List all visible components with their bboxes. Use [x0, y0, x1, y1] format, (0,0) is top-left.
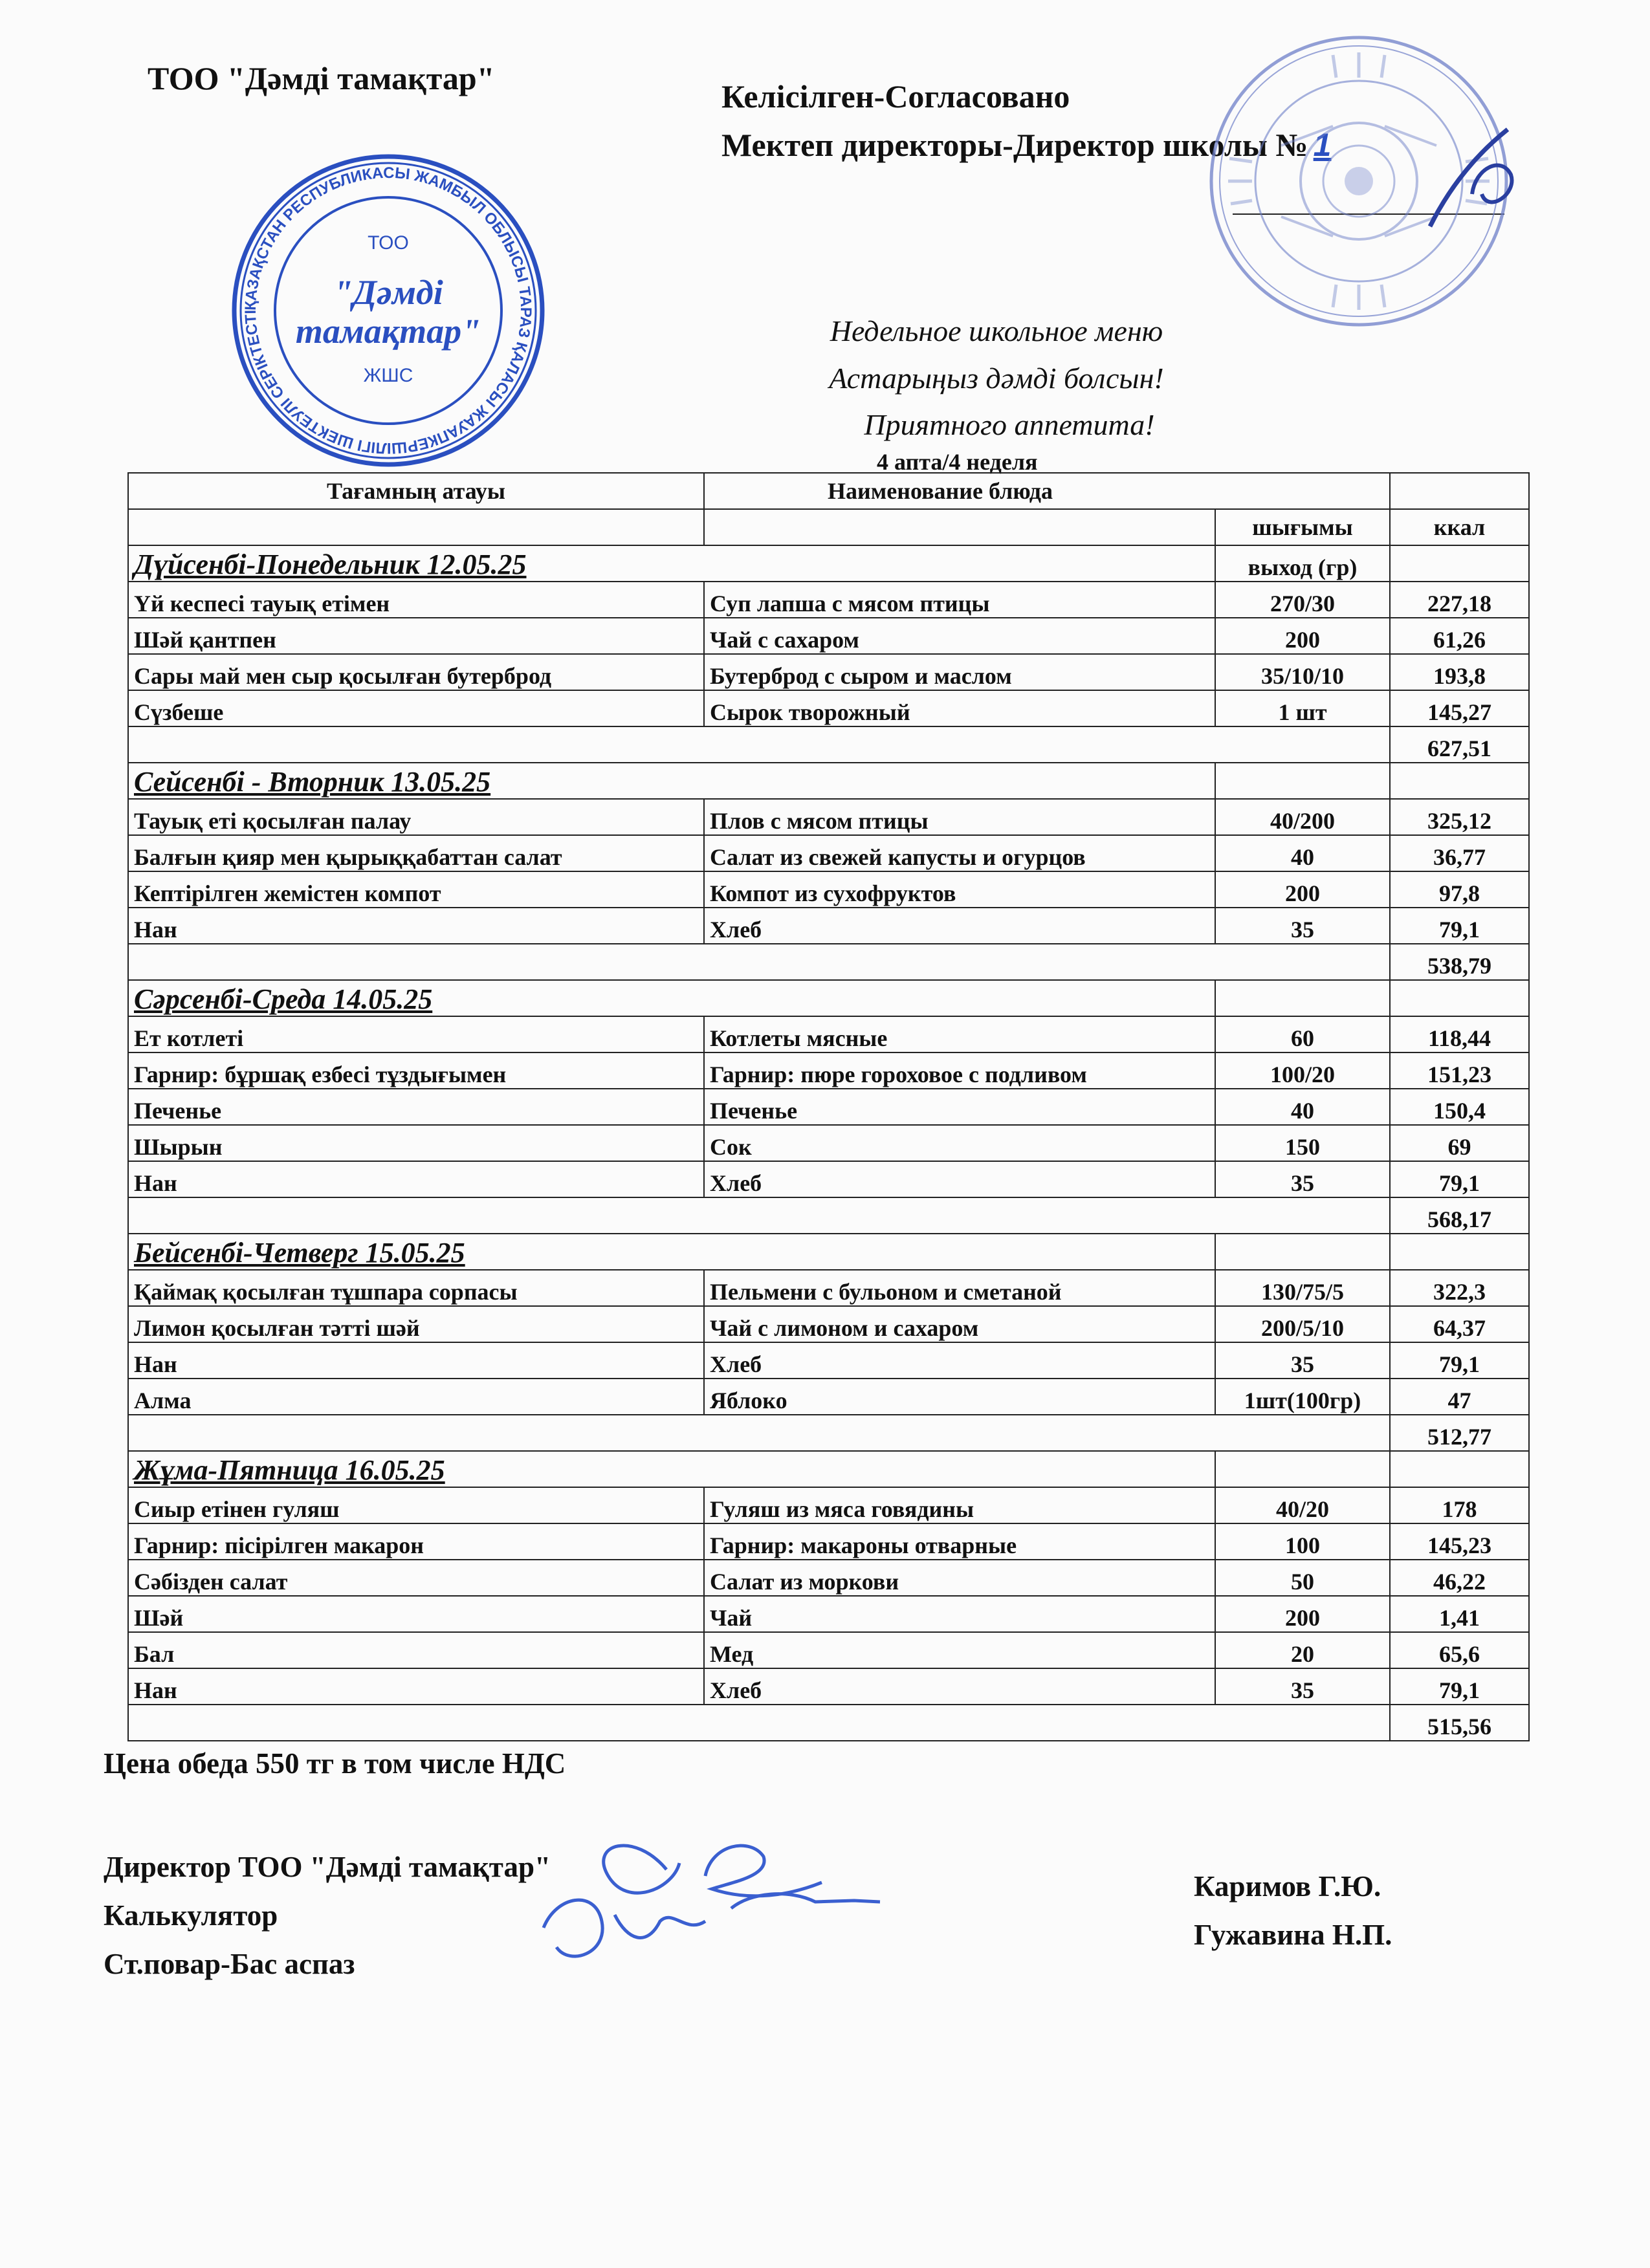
dish-output: 40/20 [1215, 1487, 1390, 1523]
day-header-row [128, 545, 1529, 582]
day-total-kcal: 627,51 [1390, 726, 1529, 763]
cook-title: Ст.повар-Бас аспаз [104, 1948, 355, 1980]
day-blank [1390, 1234, 1529, 1270]
dish-name-ru: Салат из свежей капусты и огурцов [704, 835, 1215, 871]
day-total-kcal: 515,56 [1390, 1705, 1529, 1741]
calculator-title: Калькулятор [104, 1899, 278, 1932]
dish-name-ru: Бутерброд с сыром и маслом [704, 654, 1215, 690]
dish-name-ru: Гуляш из мяса говядины [704, 1487, 1215, 1523]
dish-name-kk: Лимон қосылған тәтті шәй [128, 1306, 704, 1342]
table-row [128, 871, 1529, 908]
dish-output: 35 [1215, 1342, 1390, 1379]
dish-output: 60 [1215, 1016, 1390, 1052]
menu-table [127, 472, 1530, 1741]
total-blank [128, 726, 1390, 763]
dish-output: 1шт(100гр) [1215, 1379, 1390, 1415]
day-header-row [128, 763, 1529, 799]
day-name: Сәрсенбі-Среда 14.05.25 [128, 980, 1215, 1016]
day-blank [1390, 1451, 1529, 1487]
total-blank [128, 1415, 1390, 1451]
day-name: Дүйсенбі-Понедельник 12.05.25 [128, 545, 1215, 582]
table-row [128, 1668, 1529, 1705]
dish-kcal: 65,6 [1390, 1632, 1529, 1668]
total-blank [128, 1197, 1390, 1234]
dish-name-kk: Кептірілген жемістен компот [128, 871, 704, 908]
col-header-kk: Тағамның атауы [128, 473, 704, 509]
menu-table-body [128, 473, 1529, 1741]
signature-graphic [518, 1818, 906, 1986]
day-total-row [128, 1705, 1529, 1741]
dish-name-ru: Гарнир: макароны отварные [704, 1523, 1215, 1560]
table-row [128, 1342, 1529, 1379]
dish-name-ru: Чай с сахаром [704, 618, 1215, 654]
day-name: Жұма-Пятница 16.05.25 [128, 1451, 1215, 1487]
dish-name-ru: Котлеты мясные [704, 1016, 1215, 1052]
table-row [128, 1306, 1529, 1342]
dish-name-kk: Сары май мен сыр қосылған бутерброд [128, 654, 704, 690]
dish-kcal: 69 [1390, 1125, 1529, 1161]
dish-name-kk: Балғын қияр мен қырыққабаттан салат [128, 835, 704, 871]
menu-subtitle-kk: Астарыңыз дәмді болсын! [829, 362, 1164, 395]
table-row [128, 1560, 1529, 1596]
dish-name-ru: Гарнир: пюре гороховое с подливом [704, 1052, 1215, 1089]
dish-kcal: 97,8 [1390, 871, 1529, 908]
dish-name-ru: Хлеб [704, 908, 1215, 944]
dish-name-ru: Чай с лимоном и сахаром [704, 1306, 1215, 1342]
day-total-kcal: 568,17 [1390, 1197, 1529, 1234]
table-row [128, 1487, 1529, 1523]
menu-title: Недельное школьное меню [830, 314, 1163, 347]
dish-name-ru: Компот из сухофруктов [704, 871, 1215, 908]
dish-kcal: 46,22 [1390, 1560, 1529, 1596]
table-row [128, 1052, 1529, 1089]
dish-output: 130/75/5 [1215, 1270, 1390, 1306]
dish-kcal: 79,1 [1390, 1342, 1529, 1379]
day-total-row [128, 1415, 1529, 1451]
dish-output: 20 [1215, 1632, 1390, 1668]
table-row [128, 1523, 1529, 1560]
dish-name-ru: Салат из моркови [704, 1560, 1215, 1596]
dish-name-kk: Шырын [128, 1125, 704, 1161]
cook-name: Гужавина Н.П. [1194, 1919, 1392, 1951]
table-header-row-2 [128, 509, 1529, 545]
stamp-graphic [230, 152, 547, 469]
dish-name-kk: Шәй [128, 1596, 704, 1632]
dish-output: 100 [1215, 1523, 1390, 1560]
signatures [518, 1818, 906, 1989]
table-row [128, 654, 1529, 690]
day-total-row [128, 1197, 1529, 1234]
dish-name-ru: Суп лапша с мясом птицы [704, 582, 1215, 618]
table-row [128, 1089, 1529, 1125]
table-row [128, 1596, 1529, 1632]
dish-output: 200/5/10 [1215, 1306, 1390, 1342]
day-total-kcal: 512,77 [1390, 1415, 1529, 1451]
week-label: 4 апта/4 неделя [877, 449, 1038, 475]
stamp-bottom-text: ЖШС [363, 365, 413, 386]
stamp-ring-text: ҚАЗАҚСТАН РЕСПУБЛИКАСЫ ЖАМБЫЛ ОБЛЫСЫ ТАРАЗ ҚАЛАСЫ ЖАУАПКЕРШІЛІГІ ШЕКТЕУЛІ СЕРІКТЕСТІ [241, 164, 535, 457]
company-name: ТОО "Дәмді тамақтар" [148, 60, 495, 96]
stamp-top-text: ТОО [368, 232, 409, 254]
table-row [128, 1379, 1529, 1415]
total-blank [128, 1705, 1390, 1741]
stamp-name-line1: "Дәмді [333, 273, 443, 312]
dish-name-kk: Печенье [128, 1089, 704, 1125]
handwritten-mark-graphic [1411, 116, 1540, 239]
dish-name-kk: Үй кеспесі тауық етімен [128, 582, 704, 618]
director-name: Каримов Г.Ю. [1194, 1870, 1381, 1903]
day-total-row [128, 944, 1529, 980]
approved-label: Келісілген-Согласовано [721, 78, 1070, 114]
dish-output: 50 [1215, 1560, 1390, 1596]
dish-output: 270/30 [1215, 582, 1390, 618]
day-name: Сейсенбі - Вторник 13.05.25 [128, 763, 1215, 799]
dish-kcal: 145,27 [1390, 690, 1529, 726]
table-row [128, 618, 1529, 654]
dish-kcal: 61,26 [1390, 618, 1529, 654]
dish-name-kk: Сәбізден салат [128, 1560, 704, 1596]
dish-name-ru: Яблоко [704, 1379, 1215, 1415]
day-blank [1390, 980, 1529, 1016]
dish-name-ru: Сок [704, 1125, 1215, 1161]
dish-kcal: 47 [1390, 1379, 1529, 1415]
day-name: Бейсенбі-Четверг 15.05.25 [128, 1234, 1215, 1270]
dish-output: 40 [1215, 1089, 1390, 1125]
dish-name-kk: Нан [128, 1342, 704, 1379]
company-stamp [230, 152, 547, 469]
dish-kcal: 151,23 [1390, 1052, 1529, 1089]
day-header-row [128, 1234, 1529, 1270]
dish-kcal: 150,4 [1390, 1089, 1529, 1125]
dish-output: 200 [1215, 618, 1390, 654]
dish-name-ru: Мед [704, 1632, 1215, 1668]
day-blank [1215, 1451, 1390, 1487]
dish-output: 40/200 [1215, 799, 1390, 835]
table-row [128, 1632, 1529, 1668]
dish-name-ru: Хлеб [704, 1161, 1215, 1197]
day-blank [1390, 545, 1529, 582]
day-header-row [128, 1451, 1529, 1487]
col-header-out: шығымы [1215, 509, 1390, 545]
header-blank [128, 509, 704, 545]
dish-name-ru: Чай [704, 1596, 1215, 1632]
dish-output: 100/20 [1215, 1052, 1390, 1089]
table-row [128, 690, 1529, 726]
dish-name-ru: Пельмени с бульоном и сметаной [704, 1270, 1215, 1306]
dish-name-kk: Сиыр етінен гуляш [128, 1487, 704, 1523]
dish-name-ru: Печенье [704, 1089, 1215, 1125]
dish-name-kk: Бал [128, 1632, 704, 1668]
dish-name-kk: Ет котлеті [128, 1016, 704, 1052]
total-blank [128, 944, 1390, 980]
dish-output: 1 шт [1215, 690, 1390, 726]
dish-name-kk: Тауық еті қосылған палау [128, 799, 704, 835]
dish-output: 35 [1215, 1668, 1390, 1705]
table-row [128, 1161, 1529, 1197]
day-total-row [128, 726, 1529, 763]
table-row [128, 582, 1529, 618]
day-header-row [128, 980, 1529, 1016]
day-blank [1215, 763, 1390, 799]
dish-kcal: 178 [1390, 1487, 1529, 1523]
dish-name-kk: Алма [128, 1379, 704, 1415]
dish-name-ru: Плов с мясом птицы [704, 799, 1215, 835]
dish-name-kk: Нан [128, 1668, 704, 1705]
table-row [128, 1016, 1529, 1052]
dish-name-ru: Сырок творожный [704, 690, 1215, 726]
col-header-kcal [1390, 473, 1529, 509]
table-row [128, 908, 1529, 944]
dish-kcal: 79,1 [1390, 908, 1529, 944]
dish-name-kk: Нан [128, 908, 704, 944]
table-row [128, 1125, 1529, 1161]
day-blank [1390, 763, 1529, 799]
dish-kcal: 79,1 [1390, 1668, 1529, 1705]
dish-kcal: 1,41 [1390, 1596, 1529, 1632]
col-header-kcal-label: ккал [1390, 509, 1529, 545]
col-header-ru: Наименование блюда [704, 473, 1390, 509]
dish-name-kk: Гарнир: бұршақ езбесі тұздығымен [128, 1052, 704, 1089]
table-row [128, 1270, 1529, 1306]
dish-output: 150 [1215, 1125, 1390, 1161]
dish-name-ru: Хлеб [704, 1668, 1215, 1705]
dish-output: 200 [1215, 871, 1390, 908]
dish-output: 40 [1215, 835, 1390, 871]
dish-name-kk: Қаймақ қосылған тұшпара сорпасы [128, 1270, 704, 1306]
dish-kcal: 64,37 [1390, 1306, 1529, 1342]
dish-kcal: 79,1 [1390, 1161, 1529, 1197]
dish-output: 35/10/10 [1215, 654, 1390, 690]
director-line-text: Мектеп директоры-Директор школы № [721, 127, 1308, 163]
day-blank: выход (гр) [1215, 545, 1390, 582]
table-row [128, 799, 1529, 835]
dish-kcal: 193,8 [1390, 654, 1529, 690]
dish-name-kk: Шәй қантпен [128, 618, 704, 654]
header-blank [704, 509, 1215, 545]
director-title: Директор ТОО "Дәмді тамақтар" [104, 1851, 551, 1883]
dish-name-ru: Хлеб [704, 1342, 1215, 1379]
school-number: 1 [1313, 127, 1332, 163]
table-row [128, 835, 1529, 871]
stamp-name-line2: тамақтар" [295, 312, 481, 351]
handwritten-mark [1411, 116, 1540, 243]
dish-kcal: 118,44 [1390, 1016, 1529, 1052]
dish-name-kk: Нан [128, 1161, 704, 1197]
dish-kcal: 145,23 [1390, 1523, 1529, 1560]
dish-name-kk: Сүзбеше [128, 690, 704, 726]
dish-name-kk: Гарнир: пісірілген макарон [128, 1523, 704, 1560]
dish-output: 35 [1215, 1161, 1390, 1197]
dish-output: 200 [1215, 1596, 1390, 1632]
dish-kcal: 322,3 [1390, 1270, 1529, 1306]
table-header-row [128, 473, 1529, 509]
dish-kcal: 325,12 [1390, 799, 1529, 835]
price-note: Цена обеда 550 тг в том числе НДС [104, 1747, 566, 1780]
dish-kcal: 36,77 [1390, 835, 1529, 871]
day-total-kcal: 538,79 [1390, 944, 1529, 980]
day-blank [1215, 1234, 1390, 1270]
dish-output: 35 [1215, 908, 1390, 944]
day-blank [1215, 980, 1390, 1016]
dish-kcal: 227,18 [1390, 582, 1529, 618]
menu-subtitle-ru: Приятного аппетита! [864, 408, 1155, 441]
